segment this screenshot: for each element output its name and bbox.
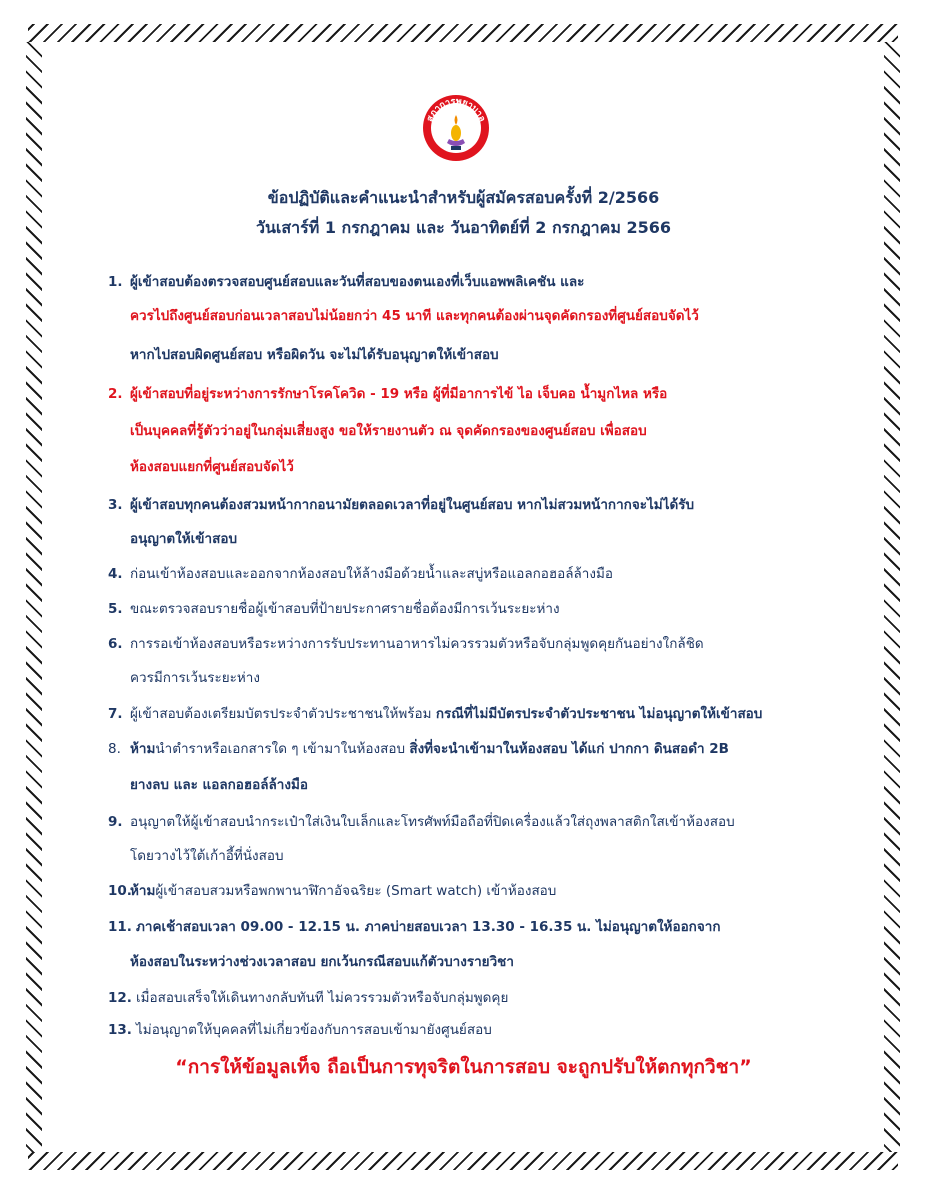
list-item-4: 4. ก่อนเข้าห้องสอบและออกจากห้องสอบให้ล้างมือด้วยน้ำและสบู่หรือแอลกอฮอล์ล้างมือ [108, 566, 613, 582]
list-item-2-line-2: เป็นบุคคลที่รู้ตัวว่าอยู่ในกลุ่มเสี่ยงสูง ขอให้รายงานตัว ณ จุดคัดกรองของศูนย์สอบ เพื่อสอบ [130, 423, 647, 439]
list-item-11-line-2: ห้องสอบในระหว่างช่วงเวลาสอบ ยกเว้นกรณีสอบแก้ตัวบางรายวิชา [130, 954, 514, 970]
page-title: ข้อปฏิบัติและคำแนะนำสำหรับผู้สมัครสอบครั้งที่ 2/2566 [267, 188, 660, 207]
list-item-2: 2. ผู้เข้าสอบที่อยู่ระหว่างการรักษาโรคโควิด - 19 หรือ ผู้ที่มีอาการไข้ ไอ เจ็บคอ น้ำมูกไหล หรือ [108, 386, 668, 402]
list-item-10: 10.ห้ามผู้เข้าสอบสวมหรือพกพานาฬิกาอัจฉริยะ (Smart watch) เข้าห้องสอบ [108, 883, 557, 899]
list-item-7: 7. ผู้เข้าสอบต้องเตรียมบัตรประจำตัวประชาชนให้พร้อม กรณีที่ไม่มีบัตรประจำตัวประชาชน ไม่อนุญาตให้เข้าสอบ [108, 706, 763, 722]
list-item-12: 12. เมื่อสอบเสร็จให้เดินทางกลับทันที ไม่ควรรวมตัวหรือจับกลุ่มพูดคุย [108, 990, 509, 1006]
list-item-6: 6. การรอเข้าห้องสอบหรือระหว่างการรับประทานอาหารไม่ควรรวมตัวหรือจับกลุ่มพูดคุยกันอย่างใกล้ชิด [108, 636, 704, 652]
list-item-1-line-2: ควรไปถึงศูนย์สอบก่อนเวลาสอบไม่น้อยกว่า 45 นาที และทุกคนต้องผ่านจุดคัดกรองที่ศูนย์สอบจัดไว้ [130, 308, 699, 324]
list-item-13: 13. ไม่อนุญาตให้บุคคลที่ไม่เกี่ยวข้องกับการสอบเข้ามายังศูนย์สอบ [108, 1022, 492, 1038]
list-item-9-line-2: โดยวางไว้ใต้เก้าอี้ที่นั่งสอบ [130, 848, 284, 864]
list-item-8: 8. ห้ามนำตำราหรือเอกสารใด ๆ เข้ามาในห้องสอบ สิ่งที่จะนำเข้ามาในห้องสอบ ได้แก่ ปากกา ดินสอดำ 2B [108, 741, 729, 757]
list-item-2-line-3: ห้องสอบแยกที่ศูนย์สอบจัดไว้ [130, 459, 294, 475]
decorative-border-bottom [28, 1152, 898, 1170]
closing-warning: “การให้ข้อมูลเท็จ ถือเป็นการทุจริตในการสอบ จะถูกปรับให้ตกทุกวิชา” [175, 1056, 752, 1078]
list-item-11: 11. ภาคเช้าสอบเวลา 09.00 - 12.15 น. ภาคบ่ายสอบเวลา 13.30 - 16.35 น. ไม่อนุญาตให้ออกจาก [108, 919, 721, 935]
list-item-3: 3. ผู้เข้าสอบทุกคนต้องสวมหน้ากากอนามัยตลอดเวลาที่อยู่ในศูนย์สอบ หากไม่สวมหน้ากากจะไม่ได้รับ [108, 497, 695, 513]
decorative-border-top [28, 24, 898, 42]
list-item-1-line-3: หากไปสอบผิดศูนย์สอบ หรือผิดวัน จะไม่ได้รับอนุญาตให้เข้าสอบ [130, 347, 499, 363]
exam-dates: วันเสาร์ที่ 1 กรกฎาคม และ วันอาทิตย์ที่ 2 กรกฎาคม 2566 [255, 218, 672, 237]
list-item-3-line-2: อนุญาตให้เข้าสอบ [130, 531, 238, 547]
decorative-border-right [884, 42, 900, 1152]
list-item-6-line-2: ควรมีการเว้นระยะห่าง [130, 670, 260, 686]
nursing-council-seal-icon [421, 93, 491, 163]
list-item-1: 1. ผู้เข้าสอบต้องตรวจสอบศูนย์สอบและวันที่สอบของตนเองที่เว็บแอพพลิเคชัน และ [108, 274, 585, 290]
svg-text:สภาการพยาบาล: สภาการพยาบาล [425, 96, 487, 124]
list-item-9: 9. อนุญาตให้ผู้เข้าสอบนำกระเป๋าใส่เงินใบเล็กและโทรศัพท์มือถือที่ปิดเครื่องแล้วใส่ถุงพลาสติกใสเข้าห้องสอบ [108, 814, 735, 830]
decorative-border-left [26, 42, 42, 1152]
list-item-5: 5. ขณะตรวจสอบรายชื่อผู้เข้าสอบที่ป้ายประกาศรายชื่อต้องมีการเว้นระยะห่าง [108, 601, 560, 617]
list-item-8-line-2: ยางลบ และ แอลกอฮอล์ล้างมือ [130, 777, 308, 793]
